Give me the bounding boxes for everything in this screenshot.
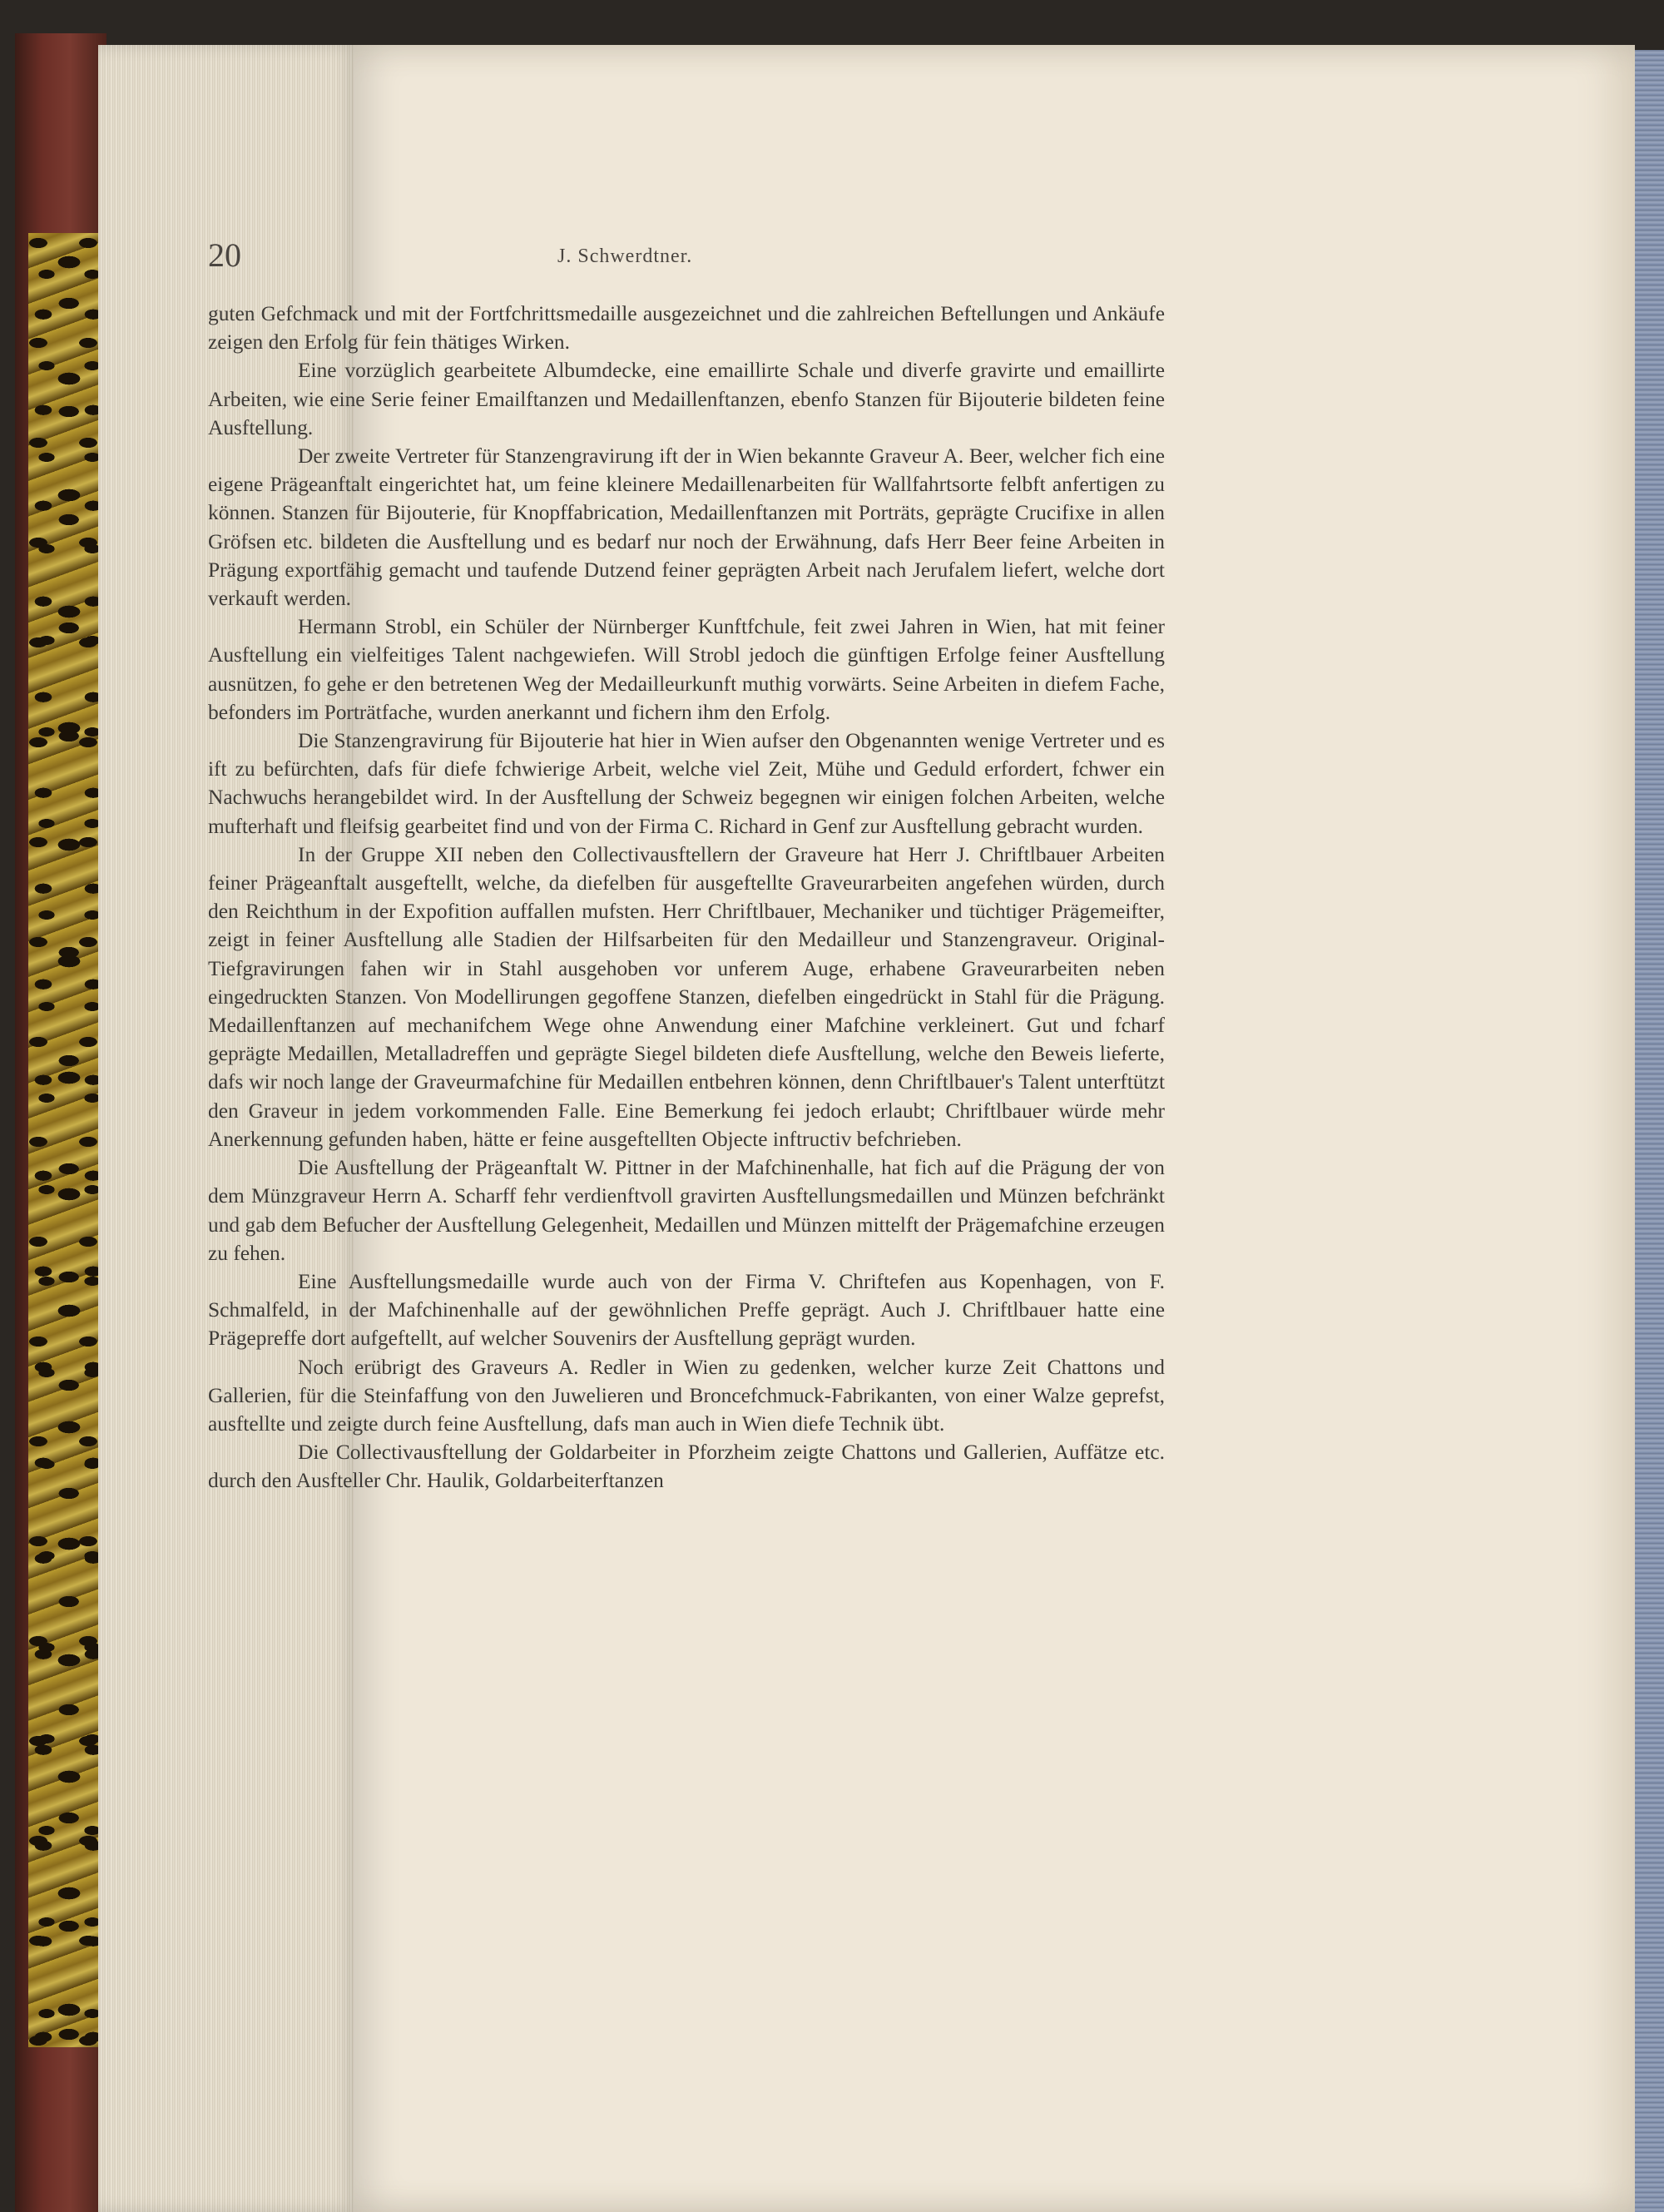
paragraph: Hermann Strobl, ein Schüler der Nürnberger Kunftfchule, feit zwei Jahren in Wien, hat mit feiner Ausftellung ein vielfeitiges Talent nachgewiefen. Will Strobl jedoch die günftigen Erfolge feiner Ausftellung ausnützen, fo gehe er den betretenen Weg der Medailleurkunft muthig vorwärts. Seine Arbeiten in diefem Fache, befonders im Porträtfache, wurden anerkannt und fichern ihm den Erfolg. <box>208 615 1165 724</box>
paragraph: Die Collectivausftellung der Goldarbeiter in Pforzheim zeigte Chattons und Gallerien, Auffätze etc. durch den Ausfteller Chr. Haulik, Goldarbeiterftanzen <box>208 1441 1165 1493</box>
paragraph: guten Gefchmack und mit der Fortfchrittsmedaille ausgezeichnet und die zahlreichen Beftellungen und Ankäufe zeigen den Erfolg für fein thätiges Wirken. <box>208 302 1165 355</box>
paragraph: Eine vorzüglich gearbeitete Albumdecke, eine emaillirte Schale und diverfe gravirte und emaillirte Arbeiten, wie eine Serie feiner Emailftanzen und Medaillenftanzen, ebenfo Stanzen für Bijouterie bildeten feine Ausftellung. <box>208 359 1165 439</box>
running-head: J. Schwerdtner. <box>557 246 693 267</box>
paragraph: In der Gruppe XII neben den Collectivausftellern der Graveure hat Herr J. Chriftlbauer Arbeiten feiner Prägeanftalt ausgeftellt, welche, da diefelben für ausgeftellte Graveurarbeiten angefehen würden, durch den Reichthum in der Expofition auffallen mufsten. Herr Chriftlbauer, Mechaniker und tüchtiger Prägemeifter, zeigt in feiner Ausftellung alle Stadien der Hilfsarbeiten für den Medailleur und Stanzengraveur. Original-Tiefgravirungen fahen wir in Stahl ausgehoben vor unferem Auge, erhabene Graveurarbeiten neben eingedruckten Stanzen. Von Modellirungen gegoffene Stanzen, diefelben eingedrückt in Stahl für die Prägung. Medaillenftanzen auf mechanifchem Wege ohne Anwendung einer Mafchine verkleinert. Gut und fcharf geprägte Medaillen, Metalladreffen und geprägte Siegel bildeten diefe Ausftellung, welche den Beweis lieferte, dafs wir noch lange der Graveurmafchine für Medaillen entbehren können, denn Chriftlbauer's Talent unterftützt den Graveur in jedem vorkommenden Falle. Eine Bemerkung fei jedoch erlaubt; Chriftlbauer würde mehr Anerkennung gefunden haben, hätte er feine ausgeftellten Objecte inftructiv befchrieben. <box>208 842 1165 1151</box>
paragraph: Noch erübrigt des Graveurs A. Redler in Wien zu gedenken, welcher kurze Zeit Chattons und Gallerien, für die Steinfaffung von den Juwelieren und Broncefchmuck-Fabrikanten, von einer Walze geprefst, ausftellte und zeigte durch feine Ausftellung, dafs man auch in Wien diefe Technik übt. <box>208 1355 1165 1436</box>
page-header <box>208 236 1165 285</box>
paragraph: Der zweite Vertreter für Stanzengravirung ift der in Wien bekannte Graveur A. Beer, welcher fich eine eigene Prägeanftalt eingerichtet hat, um feine kleinere Medaillenarbeiten für Wallfahrtsorte felbft anfertigen zu können. Stanzen für Bijouterie, für Knopffabrication, Medaillenftanzen mit Porträts, geprägte Crucifixe in allen Gröfsen etc. bildeten die Ausftellung und es bedarf nur noch der Erwähnung, dafs Herr Beer feine Arbeiten in Prägung exportfähig gemacht und taufende Dutzend feiner geprägten Arbeit nach Jerufalem liefert, welche dort verkauft werden. <box>208 444 1165 611</box>
paragraph: Eine Ausftellungsmedaille wurde auch von der Firma V. Chriftefen aus Kopenhagen, von F. Schmalfeld, in der Mafchinenhalle auf der gewöhnlichen Preffe geprägt. Auch J. Chriftlbauer hatte eine Prägepreffe dort aufgeftellt, auf welcher Souvenirs der Ausftellung geprägt wurden. <box>208 1269 1165 1351</box>
paragraph: Die Ausftellung der Prägeanftalt W. Pittner in der Mafchinenhalle, hat fich auf die Prägung der von dem Münzgraveur Herrn A. Scharff fehr verdienftvoll gravirten Ausftellungsmedaillen und Münzen befchränkt und gab dem Befucher der Ausftellung Gelegenheit, Medaillen und Münzen mittelft der Prägemafchine erzeugen zu fehen. <box>208 1156 1165 1265</box>
body-text <box>208 300 1165 1495</box>
right-cover-edge <box>1631 50 1664 2212</box>
paragraph: Die Stanzengravirung für Bijouterie hat hier in Wien aufser den Obgenannten wenige Vertreter und es ift zu befürchten, dafs für diefe fchwierige Arbeit, welche viel Zeit, Mühe und Geduld erfordert, fchwer ein Nachwuchs herangebildet wird. In der Ausftellung der Schweiz begegnen wir einigen folchen Arbeiten, welche mufterhaft und fleifsig gearbeitet find und von der Firma C. Richard in Genf zur Ausftellung gebracht wurden. <box>208 729 1165 838</box>
marbled-cover <box>28 233 103 2047</box>
page-number: 20 <box>208 236 241 274</box>
